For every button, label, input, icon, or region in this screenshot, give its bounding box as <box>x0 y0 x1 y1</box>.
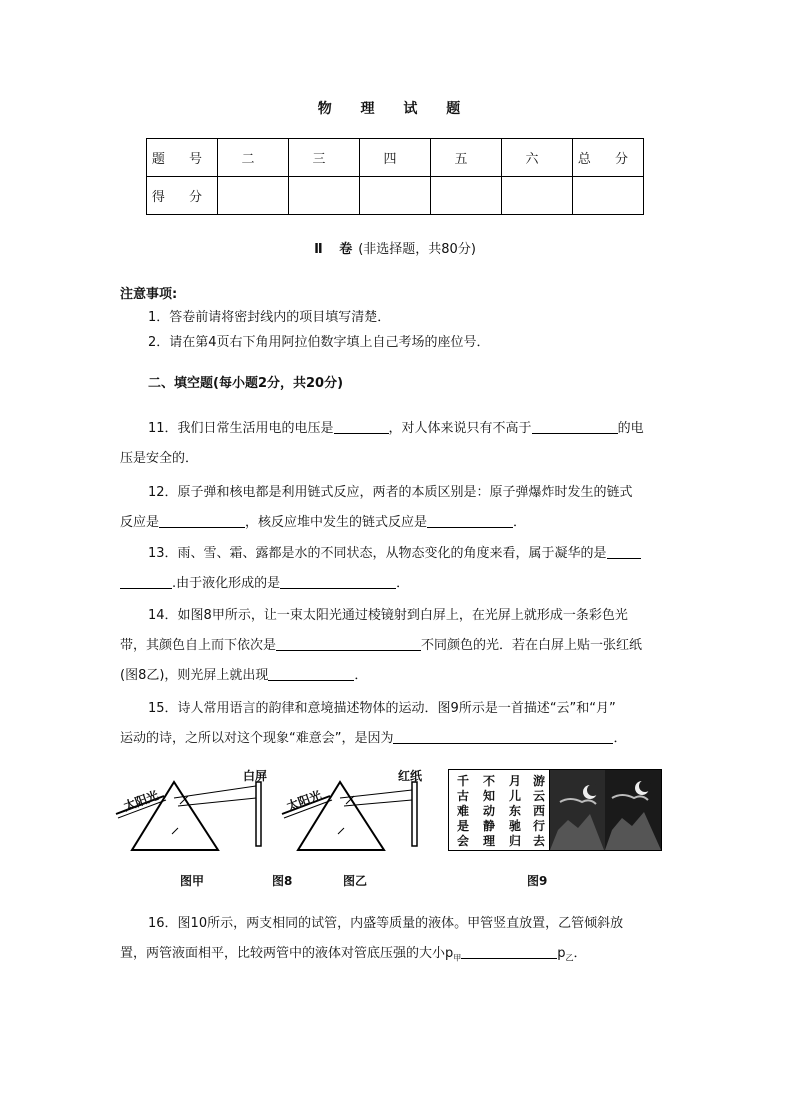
q12-text: 反应是 <box>120 515 160 530</box>
score-cell-2: 二 <box>218 139 289 177</box>
label-red-paper: 红纸 <box>398 769 423 783</box>
q13-text: .由于液化形成的是 <box>172 576 281 591</box>
q12-text: ，核反应堆中发生的链式反应是 <box>245 515 428 530</box>
q13-blank-2[interactable] <box>280 574 396 589</box>
q11-text: 11．我们日常生活用电的电压是 <box>148 421 334 436</box>
page-title: 物 理 试 题 <box>317 101 473 117</box>
question-15 <box>120 694 680 754</box>
night-scene-image <box>550 770 661 850</box>
score-row-label: 得 分 <box>147 177 218 215</box>
q11-blank-2[interactable] <box>532 419 618 434</box>
prism-hatch <box>172 828 178 834</box>
poem-col: 不 知 动 静 理 <box>483 774 496 848</box>
score-input-total[interactable] <box>573 177 644 215</box>
white-screen-shape <box>256 782 261 846</box>
score-input-4[interactable] <box>360 177 431 215</box>
question-11 <box>120 414 680 474</box>
caption-fig-b: 图乙 <box>343 874 368 888</box>
q14-text: 14．如图8甲所示，让一束太阳光通过棱镜射到白屏上，在光屏上就形成一条彩色光 <box>148 608 628 623</box>
q16-text: 16．图10所示，两支相同的试管，内盛等质量的液体。甲管竖直放置，乙管倾斜放 <box>148 916 624 931</box>
q12-text: ． <box>513 515 527 530</box>
q14-text: 不同颜色的光．若在白屏上贴一张红纸 <box>421 638 643 653</box>
score-cell-3: 三 <box>289 139 360 177</box>
score-table-header-row <box>147 139 644 177</box>
volume-detail: (非选择题，共80分) <box>358 242 476 257</box>
refracted-ray <box>174 786 256 798</box>
red-paper-screen-shape <box>412 782 417 846</box>
q14-text: 带，其颜色自上而下依次是 <box>120 638 277 653</box>
question-14 <box>120 601 680 691</box>
score-input-3[interactable] <box>289 177 360 215</box>
q11-text: 压是安全的． <box>120 451 199 466</box>
refracted-ray <box>178 798 256 806</box>
q11-text: 的电 <box>617 421 644 436</box>
q14-blank-2[interactable] <box>268 666 354 681</box>
score-cell-total: 总 分 <box>573 139 644 177</box>
label-sunlight: 太阳光 <box>121 788 161 814</box>
q16-text: 置，两管液面相平，比较两管中的液体对管底压强的大小p <box>120 946 454 961</box>
score-table-score-row <box>147 177 644 215</box>
question-12 <box>120 478 680 538</box>
note-item: 1．答卷前请将密封线内的项目填写清楚． <box>148 310 391 325</box>
volume-label: Ⅱ 卷 <box>314 242 359 257</box>
q13-text: 13．雨、雪、霜、露都是水的不同状态，从物态变化的角度来看，属于凝华的是 <box>148 546 607 561</box>
q12-blank-1[interactable] <box>159 513 245 528</box>
score-input-5[interactable] <box>431 177 502 215</box>
label-white-screen: 白屏 <box>243 769 268 783</box>
note-item: 2．请在第4页右下角用阿拉伯数字填上自己考场的座位号． <box>148 335 490 350</box>
q15-text: ． <box>613 731 627 746</box>
score-cell-6: 六 <box>502 139 573 177</box>
question-13 <box>120 539 680 599</box>
q13-blank-1-cont[interactable] <box>120 574 172 589</box>
q12-blank-2[interactable] <box>427 513 513 528</box>
q15-text: 运动的诗，之所以对这个现象“难意会”，是因为 <box>120 731 394 746</box>
score-input-6[interactable] <box>502 177 573 215</box>
score-input-2[interactable] <box>218 177 289 215</box>
caption-fig8: 图8 <box>272 874 293 888</box>
score-table <box>146 138 644 215</box>
label-sunlight: 太阳光 <box>284 788 324 814</box>
poem-col: 游 云 西 行 去 <box>533 774 546 848</box>
q16-text: ． <box>573 946 587 961</box>
q14-blank-1[interactable] <box>276 636 421 651</box>
q12-text: 12．原子弹和核电都是利用链式反应，两者的本质区别是：原子弹爆炸时发生的链式 <box>148 485 633 500</box>
figure-9 <box>448 769 662 851</box>
q14-text: ． <box>354 668 368 683</box>
q15-blank[interactable] <box>393 729 613 744</box>
q13-blank-1[interactable] <box>607 544 641 559</box>
refracted-ray <box>340 790 412 798</box>
section-heading: 二、填空题(每小题2分，共20分) <box>148 376 344 391</box>
q11-text: ，对人体来说只有不高于 <box>388 421 532 436</box>
question-16 <box>120 909 680 974</box>
caption-fig-a: 图甲 <box>180 874 205 888</box>
volume-heading <box>0 238 790 257</box>
score-cell-5: 五 <box>431 139 502 177</box>
q16-sub: 甲 <box>453 953 462 963</box>
q16-blank[interactable] <box>461 944 557 959</box>
q11-blank-1[interactable] <box>334 419 389 434</box>
poem-col: 月 儿 东 驰 归 <box>509 774 522 848</box>
poem-col: 千 古 难 是 会 <box>457 774 470 848</box>
poem-panel <box>449 770 550 850</box>
q16-sub: 乙 <box>565 953 574 963</box>
q15-text: 15．诗人常用语言的韵律和意境描述物体的运动．图9所示是一首描述“云”和“月” <box>148 701 616 716</box>
score-cell-4: 四 <box>360 139 431 177</box>
q14-text: (图8乙)，则光屏上就出现 <box>120 668 269 683</box>
score-cell-label: 题 号 <box>147 139 218 177</box>
caption-fig9: 图9 <box>527 874 548 888</box>
q16-text: p <box>557 946 566 961</box>
notes-heading: 注意事项: <box>120 287 178 302</box>
prism-hatch <box>338 828 344 834</box>
q13-text: ． <box>396 576 410 591</box>
